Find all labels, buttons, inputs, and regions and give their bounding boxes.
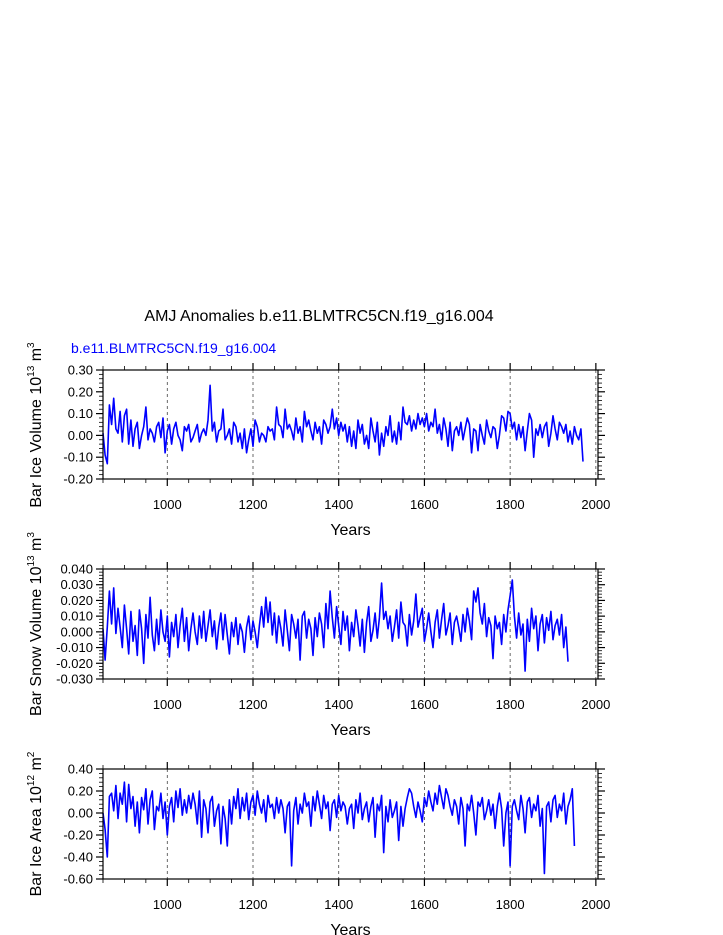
panel-3: [26, 751, 610, 935]
y-tick-label: 0.30: [67, 362, 93, 378]
x-tick-label: 1600: [409, 897, 439, 912]
y-tick-label: -0.10: [63, 449, 93, 465]
y-tick-label: -0.030: [56, 671, 93, 687]
x-tick-label: 1600: [409, 497, 439, 512]
x-tick-label: 1000: [152, 697, 182, 712]
y-label-unit: m: [28, 537, 45, 556]
y-tick-label: 0.20: [67, 783, 93, 799]
y-label-exponent: 12: [26, 774, 37, 787]
x-tick-label: 1000: [152, 897, 182, 912]
x-tick-label: 2000: [581, 897, 611, 912]
y-tick-label: 0.00: [67, 427, 93, 443]
y-label-unit-exponent: 3: [26, 532, 37, 538]
y-label-text: Bar Ice Volume 10: [28, 376, 45, 508]
y-tick-label: -0.60: [63, 871, 93, 887]
y-label-unit-exponent: 3: [26, 342, 37, 348]
y-tick-label: 0.00: [67, 805, 93, 821]
y-tick-label: 0.000: [60, 624, 93, 640]
y-axis-label: [26, 342, 45, 508]
y-tick-label: -0.20: [63, 827, 93, 843]
y-tick-label: 0.020: [60, 592, 93, 608]
y-tick-label: -0.20: [63, 471, 93, 487]
y-label-unit: m: [28, 347, 45, 366]
x-tick-label: 1200: [238, 497, 268, 512]
y-label-text: Bar Snow Volume 10: [28, 566, 45, 716]
x-tick-label: 2000: [581, 497, 611, 512]
x-tick-label: 1800: [495, 897, 525, 912]
y-tick-label: 0.10: [67, 406, 93, 422]
x-tick-label: 1400: [324, 697, 354, 712]
x-axis-label: Years: [330, 522, 371, 539]
figure-title: AMJ Anomalies b.e11.BLMTRC5CN.f19_g16.004: [144, 308, 494, 325]
y-label-exponent: 13: [26, 365, 37, 377]
y-label-exponent: 13: [26, 555, 37, 567]
y-tick-label: -0.40: [63, 849, 93, 865]
x-tick-label: 1200: [238, 897, 268, 912]
x-tick-label: 1600: [409, 697, 439, 712]
y-axis-label: [26, 532, 45, 716]
x-tick-label: 1400: [324, 897, 354, 912]
x-tick-label: 1400: [324, 497, 354, 512]
x-axis-label: Years: [330, 722, 371, 739]
y-label-text: Bar Ice Area 10: [28, 786, 45, 897]
panel-1: [26, 342, 610, 539]
y-tick-label: 0.040: [60, 561, 93, 577]
x-tick-label: 1800: [495, 697, 525, 712]
y-tick-label: -0.020: [56, 655, 93, 671]
x-tick-label: 1200: [238, 697, 268, 712]
x-tick-label: 1000: [152, 497, 182, 512]
y-tick-label: 0.20: [67, 384, 93, 400]
y-tick-label: 0.40: [67, 761, 93, 777]
y-tick-label: -0.010: [56, 640, 93, 656]
series-line: [103, 385, 583, 463]
y-label-unit-exponent: 2: [26, 751, 37, 758]
panel-2: [26, 532, 610, 739]
y-axis-label: [26, 751, 45, 896]
series-subtitle: b.e11.BLMTRC5CN.f19_g16.004: [71, 340, 277, 356]
x-tick-label: 2000: [581, 697, 611, 712]
series-line: [103, 580, 568, 671]
x-tick-label: 1800: [495, 497, 525, 512]
y-label-unit: m: [28, 757, 45, 775]
plot-frame: [103, 370, 598, 479]
y-tick-label: 0.010: [60, 608, 93, 624]
y-tick-label: 0.030: [60, 577, 93, 593]
x-axis-label: Years: [330, 922, 371, 935]
